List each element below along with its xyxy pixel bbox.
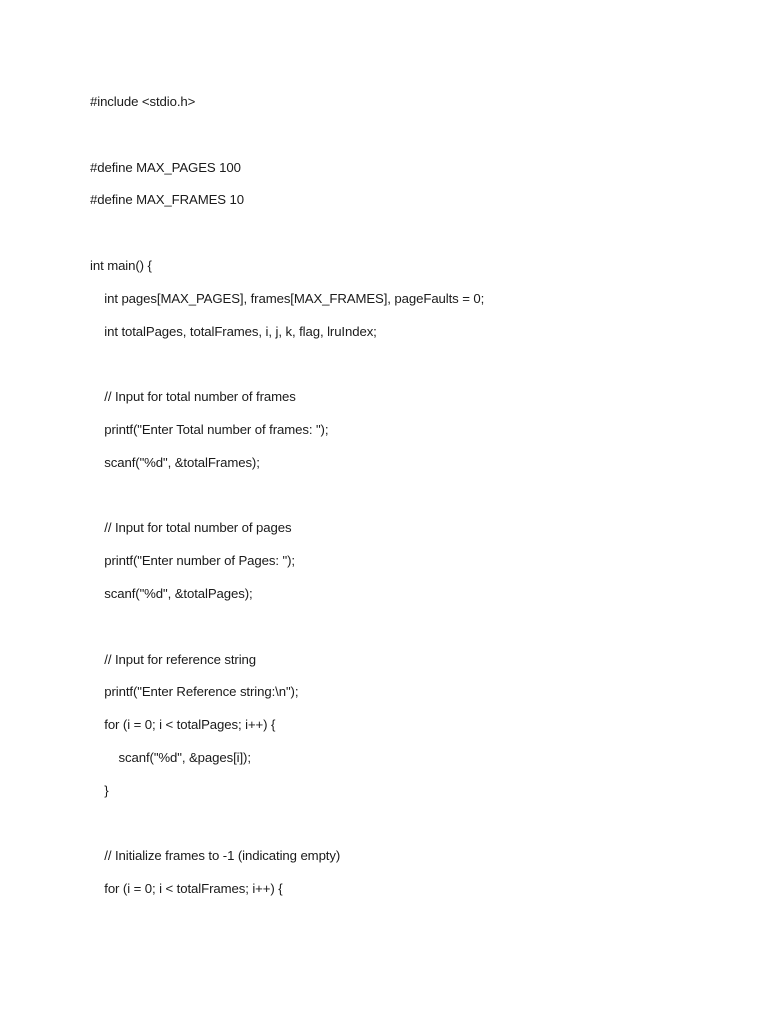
code-line: // Input for total number of pages (90, 520, 292, 536)
code-line: #include <stdio.h> (90, 94, 196, 109)
blank-line (90, 619, 730, 652)
code-line: scanf("%d", &pages[i]); (90, 749, 251, 765)
code-line: int main() { (90, 257, 152, 273)
code-line: #define MAX_PAGES 100 (90, 159, 241, 175)
blank-line (90, 816, 730, 849)
code-line: scanf("%d", &totalFrames); (90, 454, 260, 470)
code-line: // Initialize frames to -1 (indicating empty) (90, 848, 341, 864)
blank-line (90, 225, 730, 258)
code-line: #define MAX_FRAMES 10 (90, 192, 245, 208)
code-line: printf("Enter number of Pages: "); (90, 553, 295, 569)
code-line: } (90, 782, 109, 798)
code-listing (90, 94, 730, 914)
code-line: printf("Enter Total number of frames: "); (90, 421, 329, 437)
blank-line (90, 356, 730, 389)
code-line: for (i = 0; i < totalPages; i++) { (90, 717, 276, 733)
code-line: scanf("%d", &totalPages); (90, 585, 253, 601)
code-line: for (i = 0; i < totalFrames; i++) { (90, 881, 283, 897)
blank-line (90, 488, 730, 521)
code-line: // Input for reference string (90, 651, 257, 667)
code-line: int totalPages, totalFrames, i, j, k, flag, lruIndex; (90, 323, 377, 339)
blank-line (90, 127, 730, 160)
code-line: // Input for total number of frames (90, 389, 296, 405)
code-line: int pages[MAX_PAGES], frames[MAX_FRAMES], pageFaults = 0; (90, 290, 485, 306)
code-line: printf("Enter Reference string:\n"); (90, 684, 299, 700)
